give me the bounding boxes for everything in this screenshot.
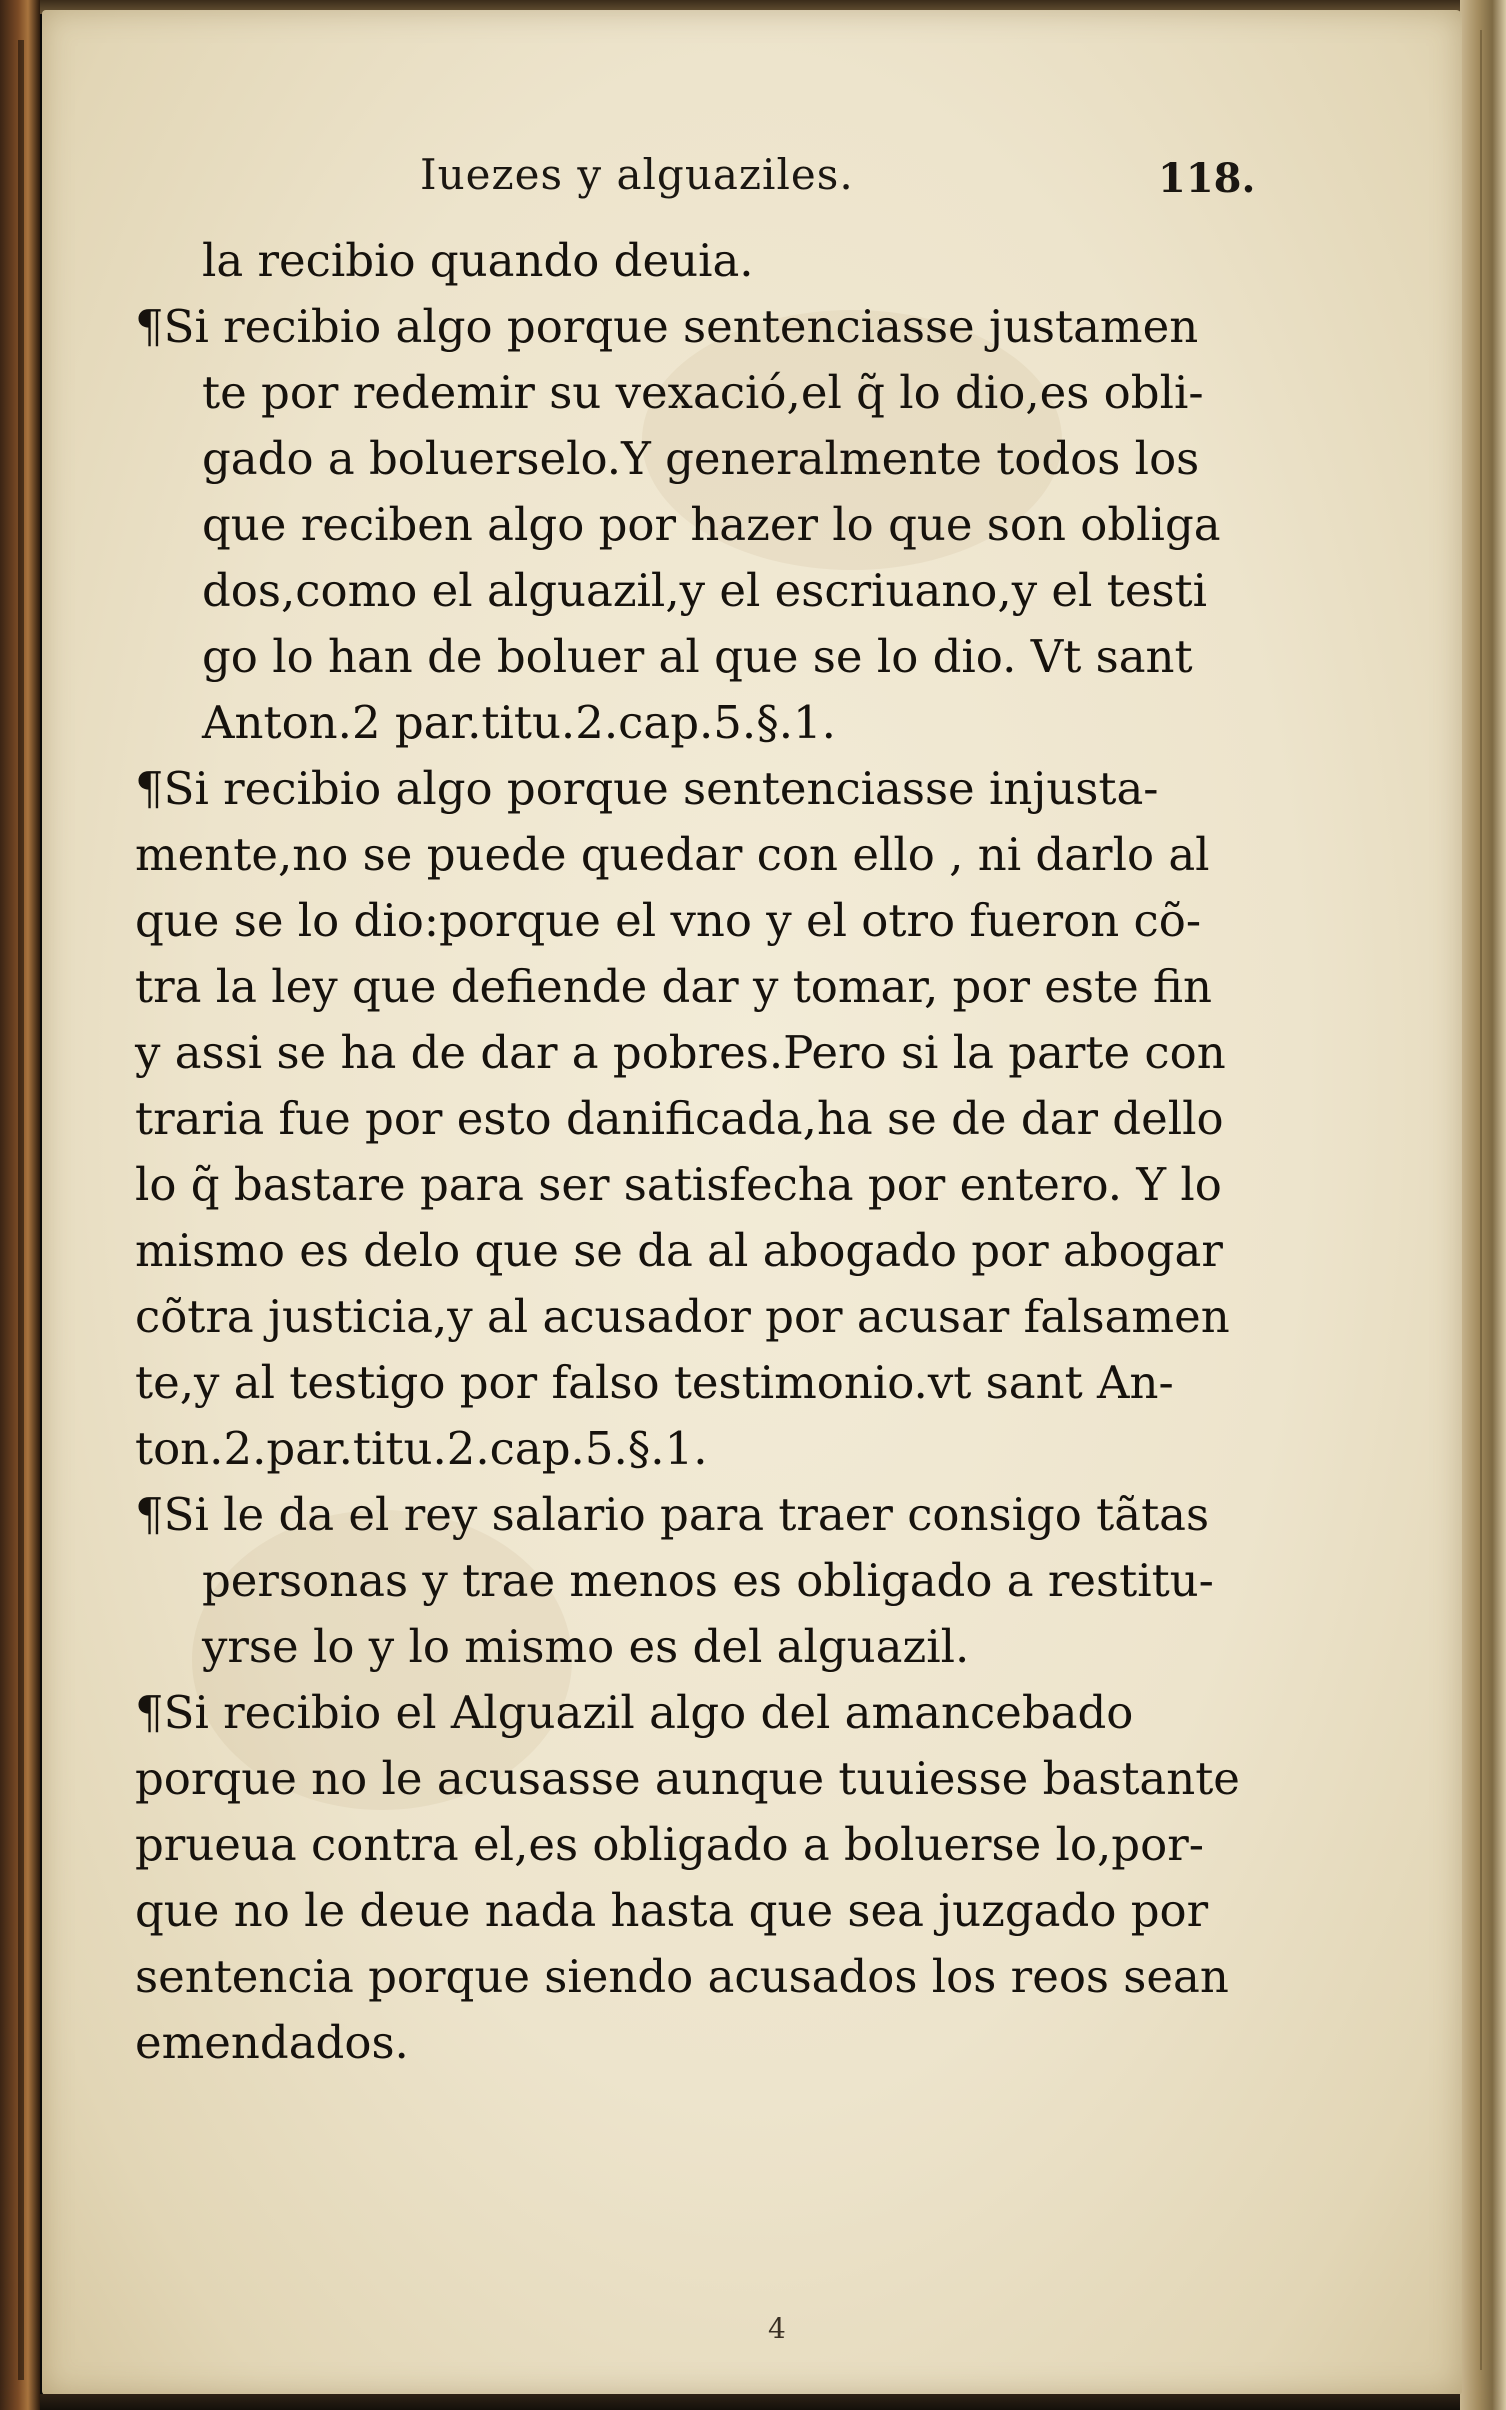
text-line: personas y trae menos es obligado a restitu- — [202, 1554, 1214, 1607]
text-line: que reciben algo por hazer lo que son obliga — [202, 498, 1221, 551]
text-line: ton.2.par.titu.2.cap.5.§.1. — [135, 1422, 708, 1475]
text-line: gado a boluerselo.Y generalmente todos los — [202, 432, 1200, 485]
right-page-edges — [1460, 0, 1506, 2410]
text-line: prueua contra el,es obligado a boluerse lo,por- — [135, 1818, 1204, 1871]
text-line: que no le deue nada hasta que sea juzgado por — [135, 1884, 1209, 1937]
text-line: ¶Si recibio el Alguazil algo del amancebado — [135, 1686, 1134, 1739]
text-line: ¶Si recibio algo porque sentenciasse justamen — [135, 300, 1199, 353]
signature-mark: 4 — [768, 2312, 786, 2345]
text-line: mismo es delo que se da al abogado por abogar — [135, 1224, 1223, 1277]
text-line: mente,no se puede quedar con ello , ni darlo al — [135, 828, 1210, 881]
text-line: lo q̃ bastare para ser satisfecha por entero. Y lo — [135, 1158, 1222, 1211]
gutter-shadow — [18, 40, 24, 2380]
text-line: emendados. — [135, 2016, 409, 2069]
text-line: sentencia porque siendo acusados los reos sean — [135, 1950, 1229, 2003]
text-line: dos,como el alguazil,y el escriuano,y el testi — [202, 564, 1208, 617]
text-line: te,y al testigo por falso testimonio.vt sant An- — [135, 1356, 1174, 1409]
text-line: Anton.2 par.titu.2.cap.5.§.1. — [202, 696, 836, 749]
text-line: ¶Si le da el rey salario para traer consigo tãtas — [135, 1488, 1210, 1541]
text-line: porque no le acusasse aunque tuuiesse bastante — [135, 1752, 1240, 1805]
text-line: y assi se ha de dar a pobres.Pero si la parte con — [135, 1026, 1226, 1079]
folio-number: 118. — [1158, 155, 1256, 202]
text-line: traria fue por esto danificada,ha se de dar dello — [135, 1092, 1224, 1145]
text-line: go lo han de boluer al que se lo dio. Vt sant — [202, 630, 1193, 683]
text-line: la recibio quando deuia. — [202, 234, 754, 287]
text-line: cõtra justicia,y al acusador por acusar falsamen — [135, 1290, 1230, 1343]
running-title: Iuezes y alguaziles. — [420, 150, 854, 199]
text-line: yrse lo y lo mismo es del alguazil. — [202, 1620, 970, 1673]
text-line: ¶Si recibio algo porque sentenciasse injusta- — [135, 762, 1159, 815]
bottom-page-edge — [40, 2394, 1460, 2410]
text-line: te por redemir su vexació,el q̃ lo dio,es obli- — [202, 366, 1204, 419]
text-line: que se lo dio:porque el vno y el otro fueron cõ- — [135, 894, 1202, 947]
book-gutter — [0, 0, 40, 2410]
text-line: tra la ley que defiende dar y tomar, por este fin — [135, 960, 1213, 1013]
body-text — [135, 228, 1285, 2076]
